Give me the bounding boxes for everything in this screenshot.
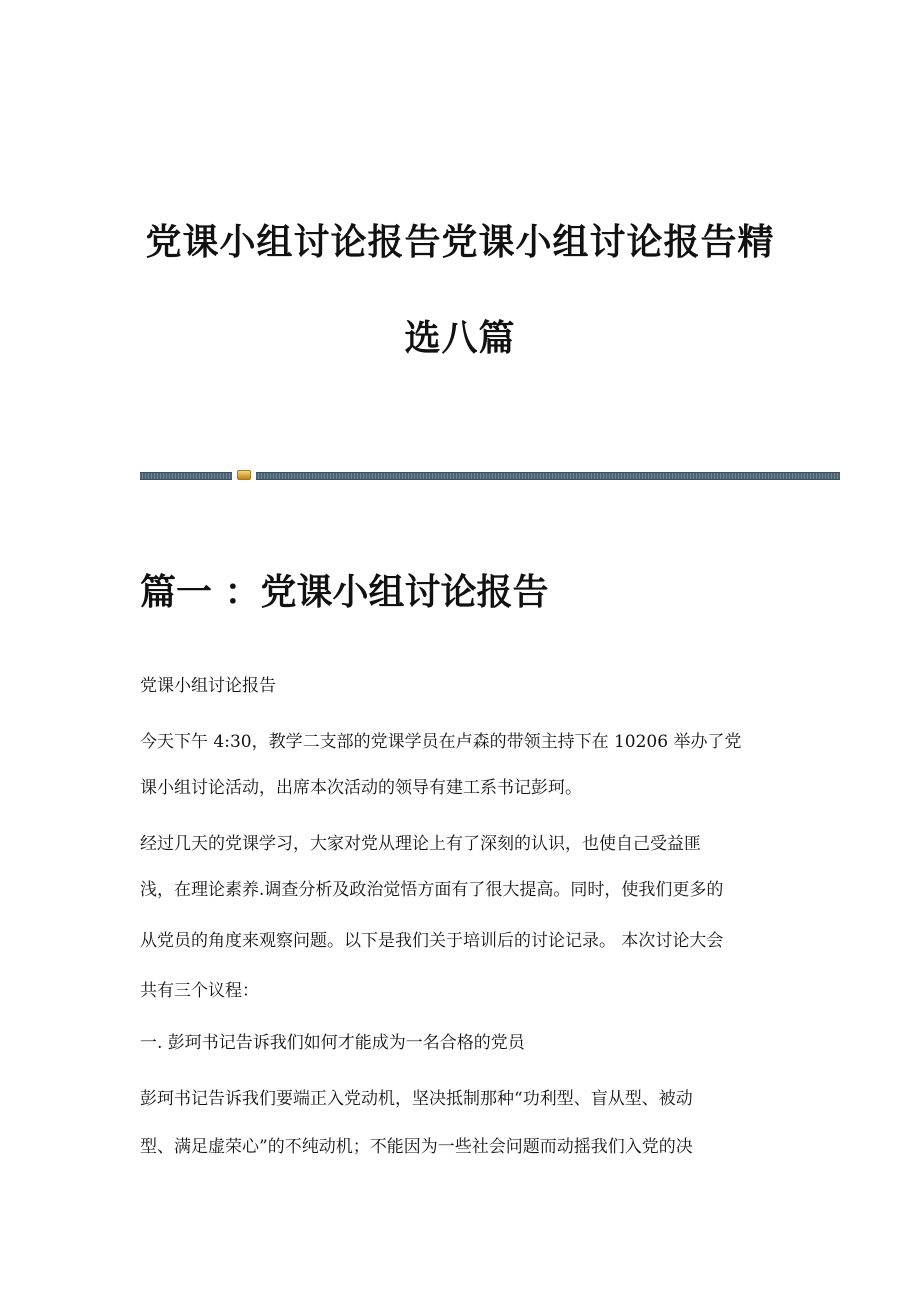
body-line-7: 共有三个议程： bbox=[140, 981, 259, 1001]
section-heading: 篇一 ：党课小组讨论报告 bbox=[140, 571, 549, 613]
body-line-9: 彭珂书记告诉我们要端正入党动机，坚决抵制那种“功利型、盲从型、被动 bbox=[140, 1089, 693, 1109]
divider-ornament-icon bbox=[237, 470, 251, 480]
body-line-8: 一. 彭珂书记告诉我们如何才能成为一名合格的党员 bbox=[140, 1033, 525, 1053]
divider-bar-left bbox=[140, 472, 232, 480]
body-line-5: 浅，在理论素养.调查分析及政治觉悟方面有了很大提高。同时，使我们更多的 bbox=[140, 880, 724, 900]
body-line-1: 党课小组讨论报告 bbox=[140, 676, 276, 696]
document-title-line-1: 党课小组讨论报告党课小组讨论报告精 bbox=[145, 221, 775, 263]
divider-bar-right bbox=[256, 472, 840, 480]
body-line-4: 经过几天的党课学习，大家对党从理论上有了深刻的认识，也使自己受益匪 bbox=[140, 834, 701, 854]
body-line-10: 型、满足虚荣心”的不纯动机；不能因为一些社会问题而动摇我们入党的决 bbox=[140, 1137, 693, 1157]
body-line-6: 从党员的角度来观察问题。以下是我们关于培训后的讨论记录。 本次讨论大会 bbox=[140, 931, 724, 951]
document-title-line-2: 选八篇 bbox=[404, 317, 516, 359]
title-divider bbox=[140, 470, 840, 480]
body-line-3: 课小组讨论活动，出席本次活动的领导有建工系书记彭珂。 bbox=[140, 778, 582, 798]
body-line-2: 今天下午 4:30，教学二支部的党课学员在卢森的带领主持下在 10206 举办了党 bbox=[140, 732, 742, 752]
